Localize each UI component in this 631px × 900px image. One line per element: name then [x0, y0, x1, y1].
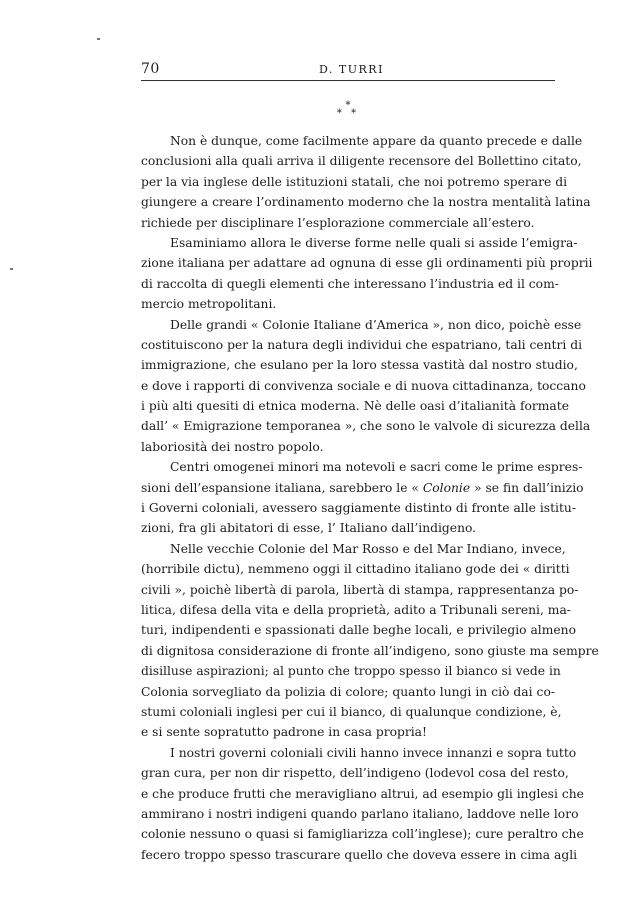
- text-line: i Governi coloniali, avessero saggiamente distinto di fronte alle istitu-: [141, 501, 576, 516]
- text-line: dall’ « Emigrazione temporanea », che sono le valvole di sicurezza della: [141, 419, 591, 434]
- text-line: di dignitosa considerazione di fronte all’indigeno, sono giuste ma sempre: [141, 643, 599, 658]
- text-line: Non è dunque, come facilmente appare da quanto precede e dalle: [170, 134, 583, 148]
- text-line: civili », poichè libertà di parola, libertà di stampa, rappresentanza po-: [141, 582, 579, 597]
- text-line: Nelle vecchie Colonie del Mar Rosso e del Mar Indiano, invece,: [170, 541, 566, 556]
- emphasis: Colonie: [422, 480, 471, 495]
- text-line: colonie nessuno o quasi si famigliarizza coll’inglese); cure peraltro che: [141, 827, 584, 842]
- text-line: giungere a creare l’ordinamento moderno che la nostra mentalità latina: [141, 195, 591, 210]
- margin-speck: [97, 38, 100, 40]
- text-line: i più alti quesiti di etnica moderna. Nè delle oasi d’italianità formate: [141, 399, 569, 414]
- text-line: laboriosità dei nostro popolo.: [141, 439, 324, 454]
- running-head: D. TURRI: [319, 63, 384, 76]
- text-line: stumi coloniali inglesi per cui il bianco, di qualunque condizione, è,: [141, 704, 562, 719]
- text-line: sioni dell’espansione italiana, sarebbero le « Colonie » se fin dall’inizio: [141, 480, 584, 495]
- text-line: e si sente sopratutto padrone in casa propria!: [141, 725, 427, 740]
- text-line: fecero troppo spesso trascurare quello che doveva essere in cima agli: [141, 847, 578, 862]
- text-line: costituiscono per la natura degli individui che espatriano, tali centri di: [141, 337, 583, 352]
- text-line: immigrazione, che esulano per la loro stessa vastità dal nostro studio,: [141, 358, 578, 373]
- text-line: conclusioni alla quali arriva il diligente recensore del Bollettino citato,: [141, 154, 582, 169]
- text-line: zioni, fra gli abitatori di esse, l’ Italiano dall’indigeno.: [141, 521, 477, 536]
- body-text: [141, 131, 599, 865]
- text-line: mercio metropolitani.: [141, 297, 277, 312]
- text-line: disilluse aspirazioni; al punto che troppo spesso il bianco si vede in: [141, 664, 561, 679]
- text-line: Colonia sorvegliato da polizia di colore; quanto lungi in ciò dai co-: [141, 684, 555, 699]
- text-line: richiede per disciplinare l’esplorazione commerciale all’estero.: [141, 215, 535, 230]
- text-line: e dove i rapporti di convivenza sociale e di nuova cittadinanza, toccano: [141, 378, 586, 393]
- text-line: e che produce frutti che meravigliano altrui, ad esempio gli inglesi che: [141, 786, 584, 801]
- text-line: (horribile dictu), nemmeno oggi il cittadino italiano gode dei « diritti: [141, 562, 570, 577]
- asterism-top: *: [345, 100, 351, 111]
- text-line: Esaminiamo allora le diverse forme nelle quali si asside l’emigra-: [170, 235, 578, 250]
- text-line: I nostri governi coloniali civili hanno invece innanzi e sopra tutto: [170, 745, 577, 760]
- text-line: turi, indipendenti e spassionati dalle beghe locali, e privilegio almeno: [141, 623, 576, 638]
- asterism-bottom: * *: [336, 108, 360, 119]
- text-line: litica, difesa della vita e della proprietà, adito a Tribunali sereni, ma-: [141, 602, 571, 617]
- text-line: zione italiana per adattare ad ognuna di esse gli ordinamenti più proprii: [141, 256, 593, 271]
- header-rule: [141, 80, 555, 81]
- margin-speck: [10, 268, 13, 270]
- text-line: per la via inglese delle istituzioni statali, che noi potremo sperare di: [141, 174, 567, 189]
- section-break-asterism: [336, 102, 360, 126]
- text-line: Delle grandi « Colonie Italiane d’America », non dico, poichè esse: [170, 317, 582, 332]
- text-line: ammirano i nostri indigeni quando parlano italiano, laddove nelle loro: [141, 806, 579, 821]
- text-line: gran cura, per non dir rispetto, dell’indigeno (lodevol cosa del resto,: [141, 766, 569, 781]
- page-header: [141, 61, 555, 81]
- page-number: 70: [141, 61, 160, 77]
- text-line: di raccolta di quegli elementi che interessano l’industria ed il com-: [141, 276, 559, 291]
- text-line: Centri omogenei minori ma notevoli e sacri come le prime espres-: [170, 460, 583, 475]
